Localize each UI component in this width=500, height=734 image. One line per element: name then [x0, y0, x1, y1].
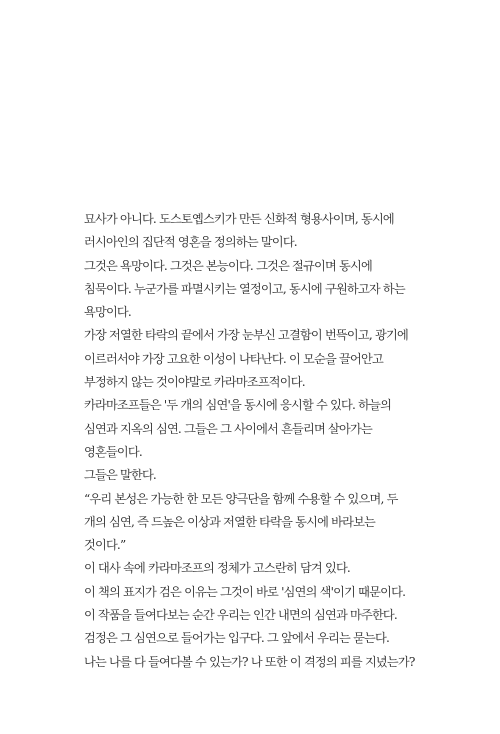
text-line: 이 책의 표지가 검은 이유는 그것이 바로 '심연의 색'이기 때문이다.	[84, 584, 406, 599]
text-line: 이 대사 속에 카라마조프의 정체가 고스란히 담겨 있다.	[84, 561, 351, 576]
text-line: 이 작품을 들여다보는 순간 우리는 인간 내면의 심연과 마주한다.	[84, 608, 397, 623]
text-line: 검정은 그 심연으로 들어가는 입구다. 그 앞에서 우리는 묻는다.	[84, 631, 390, 646]
text-line: 심연과 지옥의 심연. 그들은 그 사이에서 흔들리며 살아가는	[84, 421, 372, 436]
text-line: 것이다.”	[84, 538, 126, 553]
text-line: 영혼들이다.	[84, 444, 142, 459]
text-line: 부정하지 않는 것이야말로 카라마조프적이다.	[84, 375, 305, 390]
text-line: 러시아인의 집단적 영혼을 정의하는 말이다.	[84, 235, 297, 250]
text-line: 개의 심연, 즉 드높은 이상과 저열한 타락을 동시에 바라보는	[84, 514, 376, 529]
text-line: 침묵이다. 누군가를 파멸시키는 열정이고, 동시에 구원하고자 하는	[84, 281, 405, 296]
text-line: 가장 저열한 타락의 끝에서 가장 눈부신 고결함이 번뜩이고, 광기에	[84, 328, 408, 343]
text-line: 그들은 말한다.	[84, 468, 156, 483]
text-line: 나는 나를 다 들여다볼 수 있는가? 나 또한 이 격정의 피를 지녔는가?	[84, 654, 415, 669]
body-text	[84, 208, 430, 674]
text-line: 욕망이다.	[84, 305, 131, 320]
text-line: 이르러서야 가장 고요한 이성이 나타난다. 이 모순을 끌어안고	[84, 351, 383, 366]
text-line: 카라마조프들은 '두 개의 심연'을 동시에 응시할 수 있다. 하늘의	[84, 398, 392, 413]
text-line: “우리 본성은 가능한 한 모든 양극단을 함께 수용할 수 있으며, 두	[84, 491, 398, 506]
text-line: 묘사가 아니다. 도스토옙스키가 만든 신화적 형용사이며, 동시에	[84, 212, 394, 226]
text-line: 그것은 욕망이다. 그것은 본능이다. 그것은 절규이며 동시에	[84, 258, 372, 273]
